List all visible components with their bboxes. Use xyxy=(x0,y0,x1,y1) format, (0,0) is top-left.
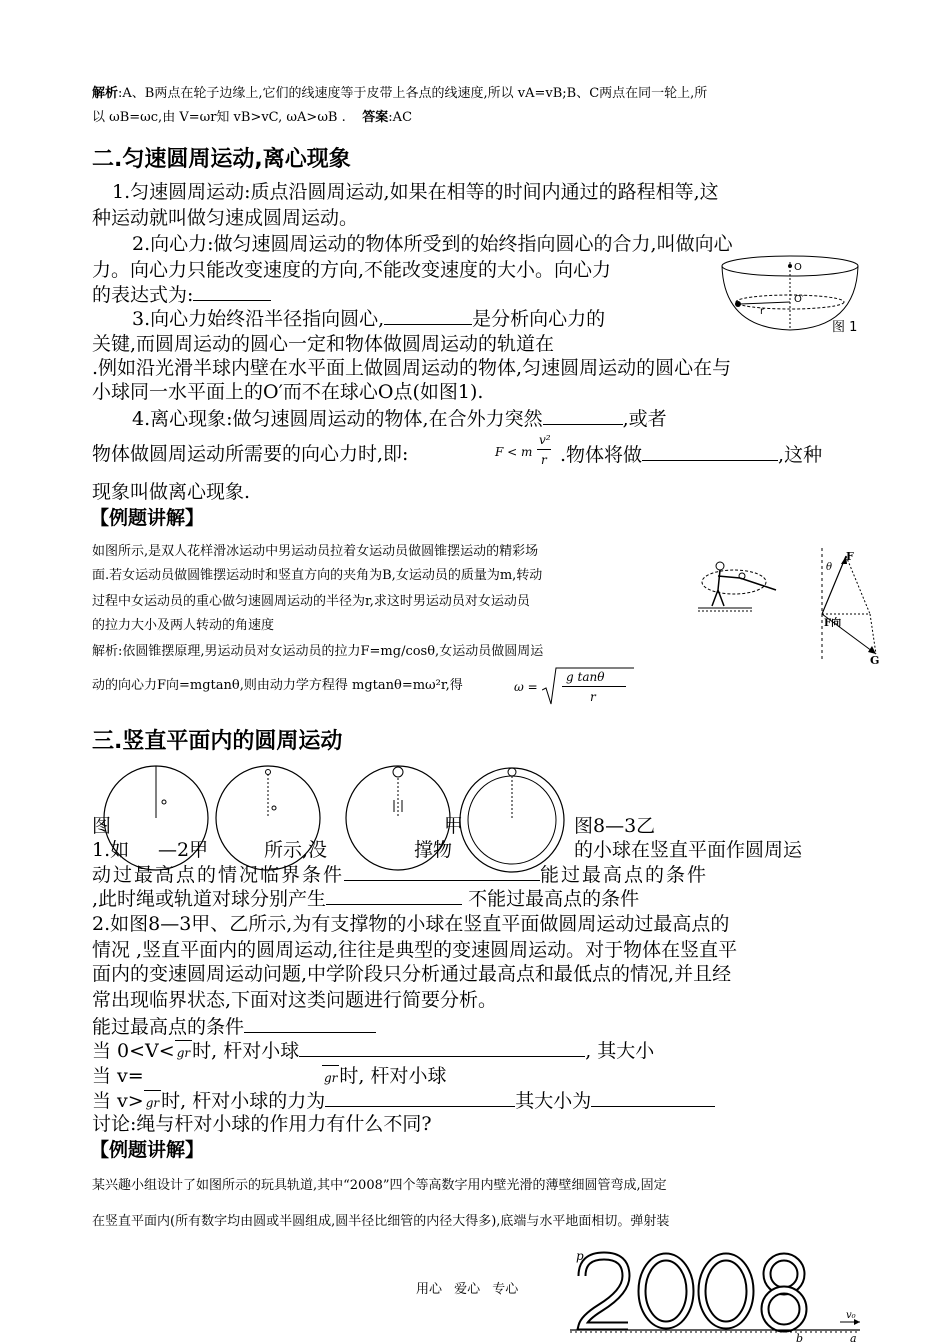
blank-force-produced[interactable] xyxy=(326,886,462,905)
s2-p1a: 1.匀速圆周运动:质点沿圆周运动,如果在相等的时间内通过的路程相等,这 xyxy=(112,181,719,203)
s2-p4c: 现象叫做离心现象. xyxy=(92,481,251,503)
s2-p3a: 3.向心力始终沿半径指向圆心, 是分析向心力的 xyxy=(132,308,606,330)
s2-p4a: 4.离心现象:做匀速圆周运动的物体,在合外力突然 ,或者 xyxy=(132,408,667,430)
fig-b-label: b xyxy=(796,1332,804,1342)
s3-p1b: 动过最高点的情况临界条件 能过最高点的条件 xyxy=(92,864,709,886)
blank-force-change[interactable] xyxy=(543,406,623,425)
fig-label-right: 图8—3乙 xyxy=(574,815,656,837)
s3-p2c: 面内的变速圆周运动问题,中学阶段只分析通过最高点和最低点的情况,并且经 xyxy=(92,963,732,985)
s3-p5b: gr 时, 杆对小球 xyxy=(322,1064,447,1090)
s3-p1a-4: 撑物 xyxy=(414,839,453,861)
fig-a-label: a xyxy=(850,1332,857,1342)
ex1-l2: 面.若女运动员做圆锥摆运动时和竖直方向的夹角为B,女运动员的质量为m,转动 xyxy=(92,568,543,583)
s2-p2c: 的表达式为: xyxy=(92,282,271,307)
s3-p1a-2: —2甲 xyxy=(158,839,209,861)
s3-p3: 能过最高点的条件 xyxy=(92,1014,376,1039)
ex2-l2: 在竖直平面内(所有数字均由圆或半圆组成,圆半径比细管的内径大得多),底端与水平地面相切。弹射装 xyxy=(92,1214,670,1229)
track-2008-figure xyxy=(570,1246,866,1342)
section2-title: 二.匀速圆周运动,离心现象 xyxy=(92,147,351,172)
example2-title: 【例题讲解】 xyxy=(90,1139,205,1161)
fig1-r-label: r xyxy=(760,306,765,317)
fd-theta: θ xyxy=(826,562,833,573)
sqrt-gr-2: gr xyxy=(322,1065,339,1090)
blank-rod-force-1[interactable] xyxy=(299,1038,585,1057)
section3-title: 三.竖直平面内的圆周运动 xyxy=(92,729,343,754)
fig1-caption: 图 1 xyxy=(832,320,858,335)
analysis-line-2: 以 ωB=ωc,由 V=ωr知 vB>vC, ωA>ωB . 答案:AC xyxy=(92,110,413,125)
s3-p1a-5: 的小球在竖直平面作圆周运 xyxy=(574,839,803,861)
s3-p2d: 常出现临界状态,下面对这类问题进行简要分析。 xyxy=(92,989,498,1011)
fd-G: G xyxy=(870,654,880,664)
s2-p2a: 2.向心力:做匀速圆周运动的物体所受到的始终指向圆心的合力,叫做向心 xyxy=(132,233,733,255)
blank-pass-top-condition[interactable] xyxy=(244,1014,376,1033)
sqrt-gr-1: gr xyxy=(175,1040,192,1065)
ex1-l5: 解析:依圆锥摆原理,男运动员对女运动员的拉力F=mg/cosθ,女运动员做圆周运 xyxy=(92,644,544,659)
force-diagram xyxy=(816,544,886,664)
fd-Fx: F向 xyxy=(824,618,842,629)
fig-v0-label: v₀ xyxy=(846,1310,856,1321)
fig-p-label: p xyxy=(576,1249,584,1263)
fig1-O2-label: O′ xyxy=(794,294,805,305)
s3-p6: 当 v> gr 时, 杆对小球的力为 其大小为 xyxy=(92,1088,715,1115)
blank-rod-force-2[interactable] xyxy=(325,1088,515,1107)
s3-p1c: ,此时绳或轨道对球分别产生 不能过最高点的条件 xyxy=(92,888,640,910)
fig-label-mid: 甲 xyxy=(444,815,464,837)
skater-illustration xyxy=(692,556,792,618)
ex1-l1: 如图所示,是双人花样滑冰运动中男运动员拉着女运动员做圆锥摆运动的精彩场 xyxy=(92,544,539,559)
ex1-l3: 过程中女运动员的重心做匀速圆周运动的半径为r,求这时男运动员对女运动员 xyxy=(92,594,530,609)
answer-label: 答案 xyxy=(362,110,389,125)
s2-p3d: 小球同一水平面上的O′而不在球心O点(如图1). xyxy=(92,381,484,403)
blank-analysis-key[interactable] xyxy=(384,306,472,325)
blank-motion-type[interactable] xyxy=(642,442,778,461)
blank-critical-condition[interactable] xyxy=(344,862,540,881)
fig-label-left: 图 xyxy=(92,815,112,837)
analysis-label: 解析 xyxy=(92,86,119,101)
s3-p2a: 2.如图8—3甲、乙所示,为有支撑物的小球在竖直平面做圆周运动过最高点的 xyxy=(92,913,730,935)
s3-p1a-3: 所示,没 xyxy=(264,839,328,861)
ex2-l1: 某兴趣小组设计了如图所示的玩具轨道,其中“2008”四个等高数字用内壁光滑的薄壁细圆管弯成,固定 xyxy=(92,1178,667,1193)
fig1-O-label: O xyxy=(794,262,802,273)
s2-p3b: 关键,而圆周运动的圆心一定和物体做圆周运动的轨道在 xyxy=(92,333,555,355)
analysis-line-1: 解析:A、B两点在轮子边缘上,它们的线速度等于皮带上各点的线速度,所以 vA=vB;B、C两点在同一轮上,所 xyxy=(92,86,708,101)
page-footer: 用心 爱心 专心 xyxy=(416,1282,519,1297)
ex1-l4: 的拉力大小及两人转动的角速度 xyxy=(92,618,275,633)
s3-p2b: 情况 ,竖直平面内的圆周运动,往往是典型的变速圆周运动。对于物体在竖直平 xyxy=(92,939,738,961)
example1-title: 【例题讲解】 xyxy=(90,507,205,529)
s3-p4: 当 0<V< gr 时, 杆对小球 , 其大小 xyxy=(92,1038,654,1065)
s3-p7: 讨论:绳与杆对小球的作用力有什么不同? xyxy=(92,1113,432,1135)
ex1-l6: 动的向心力F向=mgtanθ,则由动力学方程得 mgtanθ=mω²r,得 xyxy=(92,678,463,693)
s2-p1b: 种运动就叫做匀速成圆周运动。 xyxy=(92,207,359,229)
s3-p1a-1: 1.如 xyxy=(92,839,130,861)
s2-p4b2: .物体将做 ,这种 xyxy=(560,444,823,466)
fd-F: F xyxy=(846,550,854,563)
sqrt-gr-3: gr xyxy=(144,1090,161,1115)
s2-p3c: .例如沿光滑半球内壁在水平面上做圆周运动的物体,匀速圆周运动的圆心在与 xyxy=(92,357,732,379)
s2-p2b: 力。向心力只能改变速度的方向,不能改变速度的大小。向心力 xyxy=(92,259,612,281)
blank-rod-force-magnitude[interactable] xyxy=(591,1088,715,1107)
blank-centripetal-formula[interactable] xyxy=(193,282,271,301)
s2-p4b: 物体做圆周运动所需要的向心力时,即: xyxy=(92,443,409,465)
s3-p5a: 当 v= xyxy=(92,1065,144,1087)
